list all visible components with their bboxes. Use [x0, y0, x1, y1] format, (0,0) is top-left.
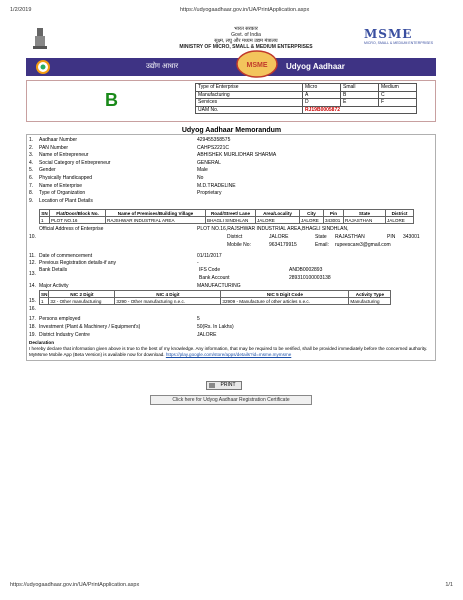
col-header: City: [300, 210, 324, 217]
print-button[interactable]: [206, 381, 242, 390]
strip-en-title: Udyog Aadhaar: [286, 62, 345, 71]
cell: PLOT NO.16: [50, 217, 106, 224]
msme-wordmark: MSME: [364, 27, 413, 41]
mobile-label: Mobile No:: [227, 242, 251, 248]
persons-employed-label: Persons employed: [39, 316, 81, 322]
memo-row: [27, 160, 435, 167]
cell: 343001: [324, 217, 344, 224]
row-number: 4.: [29, 159, 34, 166]
cell: Medium: [379, 84, 417, 92]
enterprise-type-table: [195, 83, 417, 114]
office-address: PLOT NO.16,RAJSHWAR INDUSTRIAL AREA,BHAGLI SINDHLAN,: [197, 226, 349, 232]
msme-subtitle: MICRO, SMALL & MEDIUM ENTERPRISES: [364, 41, 434, 45]
row-number: 9.: [29, 197, 34, 204]
cell: C: [379, 91, 417, 99]
play-store-link[interactable]: https://play.google.com/store/apps/details?id=msme.mymsme: [165, 352, 292, 357]
field-label: PAN Number: [39, 144, 69, 151]
cell: JALORE: [256, 217, 300, 224]
registration-certificate-button[interactable]: Click here for Udyog Aadhaar Registration Certificate: [150, 395, 312, 405]
investment-value: 50(Rs. In Lakhs): [197, 324, 234, 330]
col-header: NIC 4 Digit: [115, 291, 221, 298]
browser-print-footer: [10, 582, 453, 592]
digital-india-logo-icon: [36, 60, 58, 74]
field-label: Location of Plant Details: [39, 197, 93, 204]
col-header: Area/Locality: [256, 210, 300, 217]
declaration: [29, 340, 433, 358]
cell: D: [303, 99, 341, 107]
print-url: https://udyogaadhaar.gov.in/UA/PrintApplication.aspx: [180, 7, 310, 13]
memo-row: [27, 152, 435, 159]
ifs-label: IFS Code: [199, 267, 221, 273]
field-value: Male: [197, 167, 208, 174]
ministry-banner: [26, 22, 436, 58]
field-value: Proprietary: [197, 190, 222, 197]
district-label: District: [227, 234, 243, 240]
cell: BHAGLI SINDHLAN: [206, 217, 256, 224]
col-header: NIC 5 Digit Code: [221, 291, 349, 298]
cell: E: [341, 99, 379, 107]
hindi-govt: भारत सरकार: [234, 26, 258, 32]
state-value: RAJASTHAN: [335, 234, 365, 240]
row-number: 16.: [29, 306, 36, 312]
row-number: 18.: [29, 324, 36, 330]
plant-location-table: [39, 209, 414, 224]
field-label: Name of Entrepreneur: [39, 152, 89, 159]
col-header: Activity Type: [349, 291, 391, 298]
field-label: Gender: [39, 167, 56, 174]
cell: 32909 - Manufacture of other articles n.e.c.: [221, 298, 349, 305]
msme-seal-icon: [236, 50, 278, 78]
page-number: 1/1: [445, 582, 453, 588]
cell: Micro: [303, 84, 341, 92]
memo-row: [27, 183, 435, 190]
commencement-label: Date of commencement: [39, 253, 93, 259]
row-number: 1.: [29, 137, 34, 143]
row-number: 17.: [29, 316, 36, 322]
row-number: 6.: [29, 175, 34, 181]
col-header: SN: [41, 210, 48, 216]
field-value: CAHPS2221C: [197, 144, 229, 151]
dic-value: JALORE: [197, 332, 217, 338]
govt-india: Govt. of India: [231, 32, 261, 38]
field-label: Physically Handicapped: [39, 175, 93, 181]
prev-reg-label: Previous Registration details-if any: [39, 260, 116, 266]
nic-code-table: [39, 290, 391, 305]
msme-logo: [364, 27, 434, 51]
field-value: M.D.TRADELINE: [197, 182, 236, 189]
col-header: State: [344, 210, 386, 217]
browser-print-header: [10, 7, 453, 17]
declaration-text: I hereby declare that information given above is true to the best of my knowledge. Any information, that may be required to be verified, shall be provided immediately before the concerned authority.: [29, 346, 428, 351]
memo-row: [27, 175, 435, 182]
cell: Type of Enterprise: [196, 84, 303, 92]
row-number: 19.: [29, 332, 36, 338]
state-label: State: [315, 234, 327, 240]
declaration-title: Declaration: [29, 340, 55, 345]
cell: RAJSHWAR INDUSTRIAL AREA: [106, 217, 206, 224]
field-label: Type of Organization: [39, 190, 86, 197]
national-emblem-icon: [32, 26, 48, 50]
cell: Manufacturing: [349, 298, 391, 305]
table-row: [196, 84, 417, 92]
row-number: 2.: [29, 144, 34, 151]
table-row: [196, 91, 417, 99]
print-date: 1/2/2019: [10, 7, 32, 13]
field-value: ABHISHEK MURLIDHAR SHARMA: [197, 152, 277, 159]
row-number: 3.: [29, 152, 34, 159]
cell: RAJASTHAN: [344, 217, 386, 224]
field-value: GENERAL: [197, 159, 221, 166]
footer-url: https://udyogaadhaar.gov.in/UA/PrintApplication.aspx: [10, 582, 140, 588]
email-value: rupeescare3@gmail.com: [335, 242, 391, 248]
table-header-row: [40, 210, 414, 217]
ministry-title: [146, 26, 346, 50]
cell: Small: [341, 84, 379, 92]
cell: JALORE: [300, 217, 324, 224]
major-activity-value: MANUFACTURING: [197, 283, 241, 289]
uam-label: UAM No.: [196, 106, 303, 114]
field-value: 429455358575: [197, 137, 231, 143]
table-row: [196, 99, 417, 107]
field-label: Social Category of Entrepreneur: [39, 159, 111, 166]
email-label: Email:: [315, 242, 329, 248]
row-number: 5.: [29, 167, 34, 174]
col-header: Pin: [324, 210, 344, 217]
memo-row: [27, 190, 435, 197]
mobile-value: 9634179915: [269, 242, 297, 248]
major-activity-label: Major Activity: [39, 283, 69, 289]
print-label: PRINT: [220, 382, 236, 388]
commencement-value: 01/11/2017: [197, 253, 222, 259]
row-number: 10.: [29, 234, 36, 240]
cell: B: [341, 91, 379, 99]
investment-label: Investment (Plant & Machinery / Equipment's): [39, 324, 141, 330]
row-number: 15.: [29, 298, 36, 304]
cell: 1: [40, 217, 50, 224]
field-label: Name of Enterprise: [39, 182, 83, 189]
hindi-ministry: सूक्ष्म, लघु और मध्यम उद्यम मंत्रालय: [214, 38, 278, 44]
cell: JALORE: [386, 217, 414, 224]
udyog-aadhaar-strip: [26, 58, 436, 76]
table-header-row: [40, 291, 391, 298]
col-header: Flat/Door/Block No.: [50, 210, 106, 217]
bank-account-value: 289310100003138: [289, 275, 331, 281]
ifs-value: ANDB0002893: [289, 267, 323, 273]
pin-value: 343001: [403, 234, 420, 240]
memorandum-body: [26, 134, 436, 361]
memo-row: [27, 167, 435, 174]
cell: A: [303, 91, 341, 99]
table-row: [40, 217, 414, 224]
col-header: Road/Street/ Lane: [206, 210, 256, 217]
row-number: 11.: [29, 253, 36, 259]
table-row: [196, 106, 417, 114]
memorandum-title: Udyog Aadhaar Memorandum: [181, 127, 282, 134]
prev-reg-value: -: [197, 260, 199, 266]
dic-label: District Industry Centre: [39, 332, 90, 338]
ministry-en: MINISTRY OF MICRO, SMALL & MEDIUM ENTERPRISES: [179, 44, 313, 50]
uam-number: RJ19B0005872: [303, 106, 417, 114]
col-header: Name of Premises/Building Village: [106, 210, 206, 217]
seal-text: MSME: [246, 62, 268, 69]
district-value: JALORE: [269, 234, 289, 240]
memo-row: [27, 137, 435, 144]
memo-row: [27, 145, 435, 152]
persons-employed-value: 5: [197, 316, 200, 322]
pin-label: PIN: [387, 234, 396, 240]
bank-details-label: Bank Details: [39, 267, 68, 273]
category-letter: B: [105, 90, 118, 110]
certificate-box: [26, 80, 436, 122]
table-row: [40, 298, 391, 305]
cell: F: [379, 99, 417, 107]
row-number: 7.: [29, 182, 34, 189]
field-label: Aadhaar Number: [39, 137, 78, 143]
cell: 1: [40, 298, 49, 305]
cell: 32 - Other manufacturing: [49, 298, 115, 305]
strip-hindi-title: उद्योग आधार: [146, 63, 179, 70]
app-notice: [29, 352, 433, 358]
row-number: 13.: [29, 271, 36, 277]
cell: Services: [196, 99, 303, 107]
cell: Manufacturing: [196, 91, 303, 99]
office-address-label: Official Address of Enterprise: [39, 226, 104, 232]
printer-icon: [209, 383, 215, 388]
cell: 3290 - Other manufacturing n.e.c.: [115, 298, 221, 305]
row-number: 14.: [29, 283, 36, 289]
row-number: 12.: [29, 260, 36, 266]
field-value: No: [197, 175, 204, 181]
memo-row: [27, 198, 435, 205]
row-number: 8.: [29, 190, 34, 197]
bank-account-label: Bank Account: [199, 275, 230, 281]
app-notice-text: MyMsme Mobile App (Beta Version) is available now for download.: [29, 352, 165, 357]
col-header: SN: [41, 291, 48, 297]
col-header: District: [386, 210, 414, 217]
col-header: NIC 2 Digit: [49, 291, 115, 298]
